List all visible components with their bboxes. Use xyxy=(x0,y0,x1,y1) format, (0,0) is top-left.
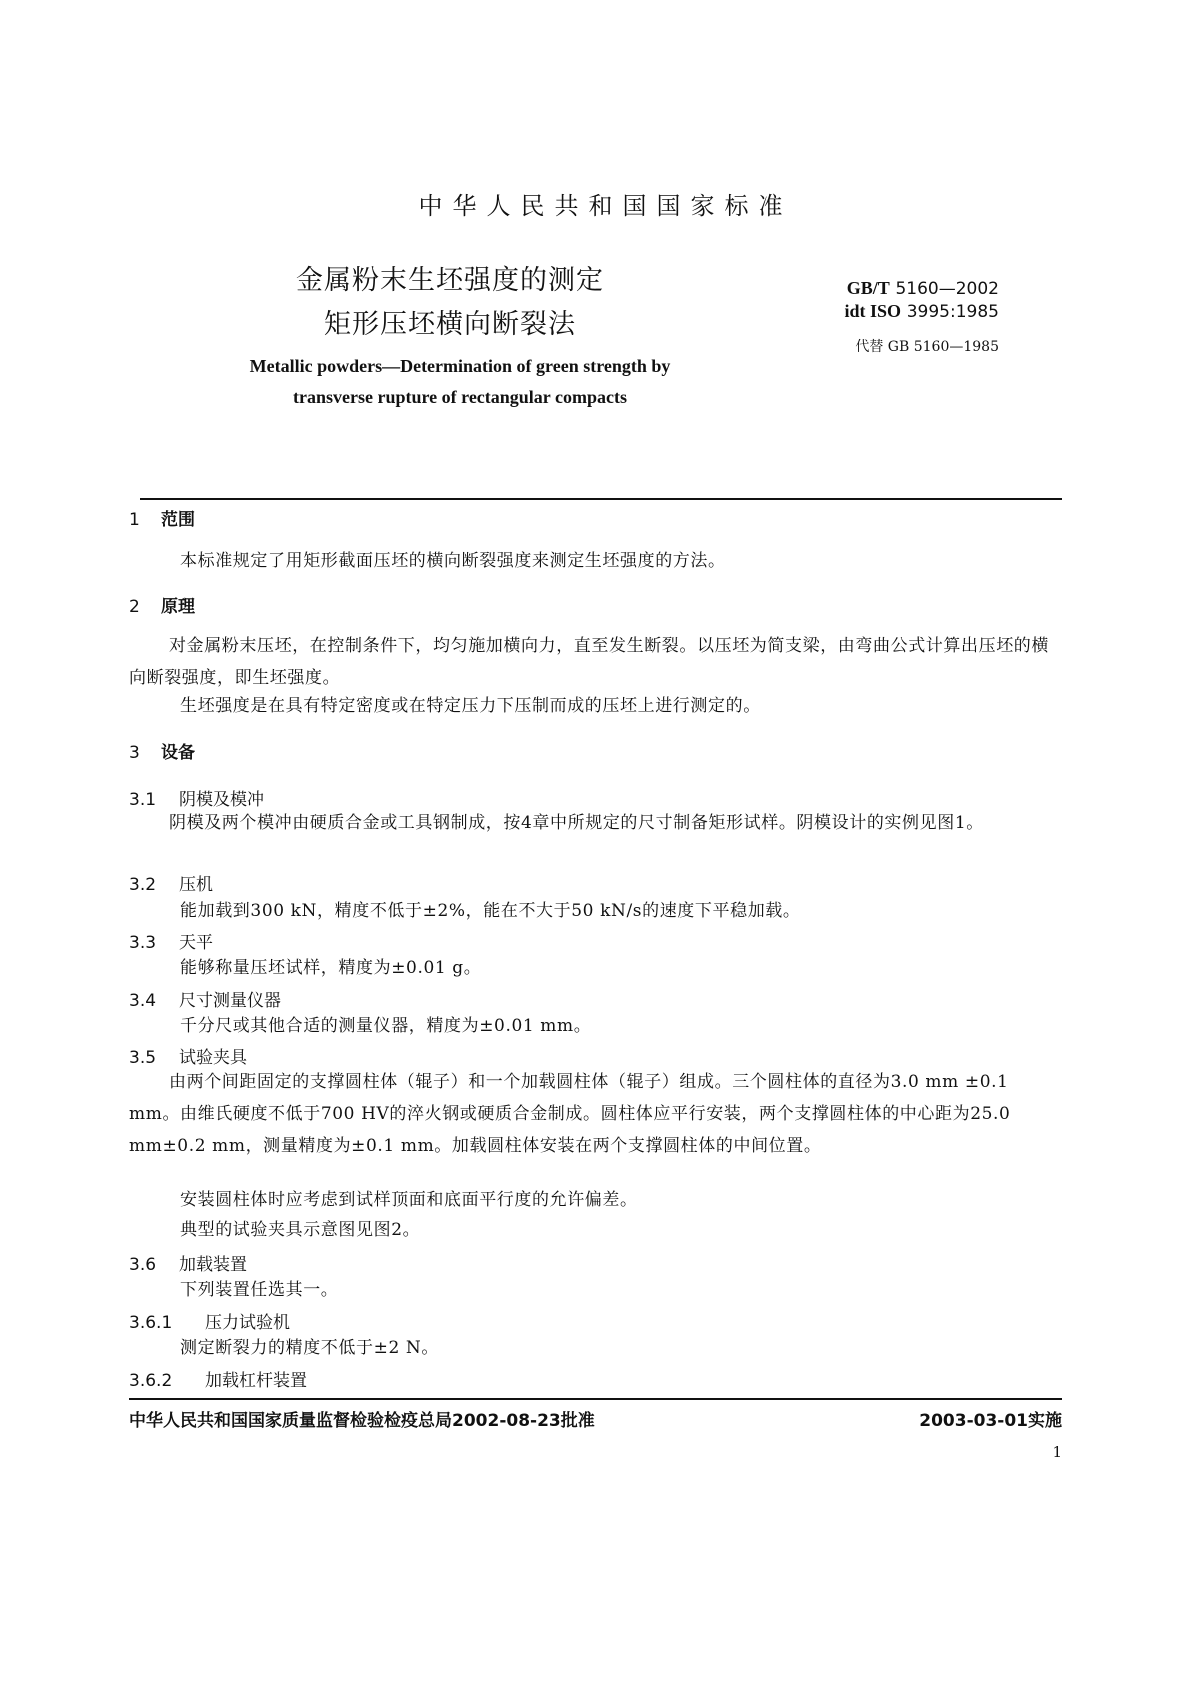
top-divider xyxy=(140,498,1062,500)
idt-prefix: idt ISO xyxy=(844,301,901,321)
clause-2-heading xyxy=(129,592,195,617)
title-cn-line2: 矩形压坯横向断裂法 xyxy=(324,309,576,340)
clause-title: 阴模及模冲 xyxy=(179,790,264,810)
clause-3-heading xyxy=(129,738,195,763)
clause-title: 设备 xyxy=(161,743,195,763)
clause-2-paragraph-1: 对金属粉末压坯，在控制条件下，均匀施加横向力，直至发生断裂。以压坯为简支梁，由弯曲公式计算出压坯的横向断裂强度，即生坯强度。 xyxy=(129,636,1049,688)
clause-num: 2 xyxy=(129,597,140,617)
code-number: 5160—2002 xyxy=(895,279,999,299)
clause-num: 3.1 xyxy=(129,790,157,810)
clause-3-6-paragraph: 下列装置任选其一。 xyxy=(180,1280,339,1300)
clause-3-3-heading xyxy=(129,928,213,953)
clause-3-5-paragraph-1: 由两个间距固定的支撑圆柱体（辊子）和一个加载圆柱体（辊子）组成。三个圆柱体的直径为3.0 mm ±0.1 mm。由维氏硬度不低于700 HV的淬火钢或硬质合金制成。圆柱体应平行安装，两个支撑圆柱体的中心距为25.0 mm±0.2 mm，测量精度为±0.1 mm。加载圆柱体安装在两个支撑圆柱体的中间位置。 xyxy=(129,1072,1011,1156)
clause-3-6-1-heading xyxy=(129,1308,290,1333)
clause-title: 试验夹具 xyxy=(179,1048,247,1068)
clause-num: 3.6 xyxy=(129,1255,157,1275)
title-cn-line1: 金属粉末生坯强度的测定 xyxy=(296,265,604,296)
clause-3-1-paragraph: 阴模及两个模冲由硬质合金或工具钢制成，按4章中所规定的尺寸制备矩形试样。阴模设计的实例见图1。 xyxy=(169,813,984,833)
clause-3-5-paragraph-2: 安装圆柱体时应考虑到试样顶面和底面平行度的允许偏差。 xyxy=(180,1190,638,1210)
issue-statement: 中华人民共和国国家质量监督检验检疫总局2002-08-23批准 xyxy=(129,1411,595,1431)
clause-3-4-paragraph: 千分尺或其他合适的测量仪器，精度为±0.01 mm。 xyxy=(180,1016,592,1036)
clause-title: 原理 xyxy=(161,597,195,617)
national-standard-heading: 中华人民共和国国家标准 xyxy=(418,192,793,220)
clause-title: 加载杠杆装置 xyxy=(205,1371,307,1391)
clause-num: 3.4 xyxy=(129,991,157,1011)
clause-num: 3 xyxy=(129,743,140,763)
clause-num: 3.3 xyxy=(129,933,157,953)
clause-1-heading xyxy=(129,505,195,530)
clause-num: 3.6.2 xyxy=(129,1371,173,1391)
clause-3-5-paragraph-3: 典型的试验夹具示意图见图2。 xyxy=(180,1220,421,1240)
clause-title: 尺寸测量仪器 xyxy=(179,991,281,1011)
clause-3-3-paragraph: 能够称量压坯试样，精度为±0.01 g。 xyxy=(180,958,482,978)
clause-title: 加载装置 xyxy=(179,1255,247,1275)
replaces-note: 代替 GB 5160—1985 xyxy=(855,339,999,355)
page-number: 1 xyxy=(1052,1443,1062,1461)
standard-code xyxy=(844,277,999,323)
clause-title: 天平 xyxy=(179,933,213,953)
clause-3-6-2-heading xyxy=(129,1366,307,1391)
clause-title: 压机 xyxy=(179,875,213,895)
clause-3-2-paragraph: 能加载到300 kN，精度不低于±2%，能在不大于50 kN/s的速度下平稳加载。 xyxy=(180,901,801,921)
clause-3-6-1-paragraph: 测定断裂力的精度不低于±2 N。 xyxy=(180,1338,439,1358)
clause-2-paragraph-2: 生坯强度是在具有特定密度或在特定压力下压制而成的压坯上进行测定的。 xyxy=(180,696,761,716)
clause-num: 3.2 xyxy=(129,875,157,895)
clause-num: 3.6.1 xyxy=(129,1313,173,1333)
title-en-line2: transverse rupture of rectangular compacts xyxy=(293,387,627,407)
bottom-divider xyxy=(129,1398,1062,1400)
clause-3-4-heading xyxy=(129,986,281,1011)
clause-title: 范围 xyxy=(161,510,195,530)
clause-num: 3.5 xyxy=(129,1048,157,1068)
code-prefix: GB/T xyxy=(846,278,890,298)
clause-3-5-heading xyxy=(129,1043,247,1068)
clause-title: 压力试验机 xyxy=(205,1313,290,1333)
clause-3-6-heading xyxy=(129,1250,247,1275)
effective-date: 2003-03-01实施 xyxy=(919,1411,1062,1431)
title-en-line1: Metallic powders—Determination of green strength by xyxy=(249,356,671,376)
clause-num: 1 xyxy=(129,510,140,530)
clause-3-2-heading xyxy=(129,870,213,895)
idt-number: 3995:1985 xyxy=(906,302,999,322)
clause-1-paragraph: 本标准规定了用矩形截面压坯的横向断裂强度来测定生坯强度的方法。 xyxy=(180,551,726,571)
